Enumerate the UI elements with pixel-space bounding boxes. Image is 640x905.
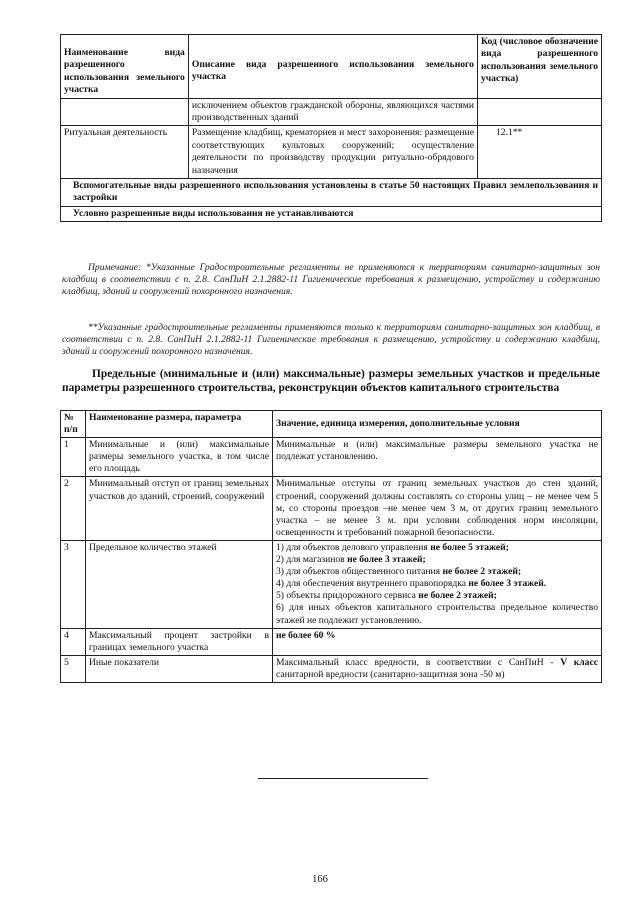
item-text: 6) для иных объектов капитального строительства предельное количество этажей не подлежит установлению. [276, 602, 598, 626]
note-1: Примечание: *Указанные Градостроительные регламенты не применяются к территориям санитарно-защитных зон кладбищ в соответствии с п. 2.8. СанПиН 2.1.2882-11 Гигиенические требования к размещению, устройству и содержанию кладбищ, зданий и сооружений похоронного назначения. [62, 262, 600, 298]
row-name-text: Иные показатели [89, 656, 160, 668]
table-row [61, 98, 602, 126]
header-text: Описание вида разрешенного использования земельного участка [191, 59, 474, 83]
floor-limit-item [276, 590, 598, 602]
row-num-text: 4 [64, 629, 69, 641]
row-value [273, 438, 602, 477]
row-name-text: Минимальный отступ от границ земельных участков до зданий, строений, сооружений [89, 478, 269, 502]
row-num [61, 477, 86, 540]
item-text: 2) для магазинов [276, 554, 348, 566]
row-num [61, 655, 86, 682]
footnote-separator [258, 778, 428, 779]
row-num [61, 540, 86, 628]
table-cell [188, 98, 477, 126]
table-cell [477, 126, 601, 179]
page-number: 166 [312, 874, 328, 885]
note-2: **Указанные градостроительные регламенты применяются только к территориям санитарно-защитных зон кладбищ, в соответствии с п. 2.8. СанПиН 2.1.2882-11 Гигиенические требования к размещению, устройству и содержанию кладбищ, зданий и сооружений похоронного назначения. [62, 322, 600, 358]
item-bold: не более 3 этажей. [468, 578, 547, 590]
table-row [61, 206, 602, 221]
item-bold: не более 3 этажей; [347, 554, 426, 566]
row-num [61, 628, 86, 655]
table-row [61, 179, 602, 207]
header-text: Код (числовое обозначение вида разрешенного использования земельного участка) [480, 36, 598, 85]
header-cell-description [188, 35, 477, 99]
header-text: Наименование размера, параметра [89, 412, 242, 423]
permitted-uses-table [60, 34, 602, 222]
header-text: № п/п [64, 412, 78, 436]
table-cell [188, 126, 477, 179]
row-value-tail: санитарной вредности (санитарно-защитная зона -50 м) [276, 668, 505, 680]
table-row [61, 126, 602, 179]
continued-description: исключением объектов гражданской обороны, являющихся частями производственных зданий [191, 99, 474, 124]
table-row [61, 540, 602, 628]
header-cell-value [273, 411, 602, 438]
row-value [273, 655, 602, 682]
table-row [61, 477, 602, 540]
header-cell-num [61, 411, 86, 438]
table-row [61, 655, 602, 682]
row-value-text: Минимальные и (или) максимальные размеры земельного участка не подлежат установлению. [276, 439, 598, 463]
item-bold: не более 5 этажей; [430, 541, 509, 553]
parameters-table [60, 410, 602, 683]
row-value-text: Максимальный класс вредности, в соответствии с СанПиН - [276, 656, 561, 668]
row-num-text: 1 [64, 439, 69, 451]
conditional-uses-cell [61, 206, 602, 221]
table-header-row [61, 411, 602, 438]
item-bold: не более 2 этажей; [442, 566, 522, 578]
item-text: 1) для объектов делового управления [276, 541, 431, 553]
item-text: 3) для объектов общественного питания [276, 566, 443, 578]
row-name [86, 477, 273, 540]
row-value [273, 477, 602, 540]
header-cell-name [86, 411, 273, 438]
floor-limit-item [276, 542, 598, 554]
use-code: 12.1** [495, 127, 523, 139]
use-name: Ритуальная деятельность [64, 127, 168, 139]
header-cell-code [477, 35, 601, 99]
row-value-text: не более 60 % [276, 629, 336, 641]
row-name-text: Предельное количество этажей [89, 541, 217, 553]
row-name [86, 540, 273, 628]
use-description: Размещение кладбищ, крематориев и мест захоронения: размещение соответствующих культовых сооружений; осуществление деятельности по производству продукции ритуально-обрядового назначения [191, 127, 474, 176]
row-num-text: 3 [64, 541, 69, 553]
row-name [86, 438, 273, 477]
table-row [61, 438, 602, 477]
auxiliary-uses-cell [61, 179, 602, 207]
row-value [273, 628, 602, 655]
floor-limit-item [276, 602, 598, 626]
table-cell [61, 126, 189, 179]
floor-limit-item [276, 554, 598, 566]
row-name-text: Минимальные и (или) максимальные размеры земельного участка, в том числе его площадь [89, 439, 269, 475]
table-cell [477, 98, 601, 126]
row-num-text: 2 [64, 478, 69, 490]
row-value-text: Минимальные отступы от границ земельных участков до стен зданий, строений, сооружений должны составлять со стороны улиц – не менее чем 5 м, со стороны проездов –не менее чем 3 м, от других границ земельного участка – не менее 3 м. при условии соблюдения норм инсоляции, освещенности и требований пожарной безопасности. [276, 478, 598, 538]
item-text: 4) для обеспечения внутреннего правопорядка [276, 578, 469, 590]
floor-limit-item [276, 578, 598, 590]
conditional-uses-text: Условно разрешенные виды использования не устанавливаются [73, 207, 354, 219]
header-text: Значение, единица измерения, дополнительные условия [276, 418, 520, 430]
row-num-text: 5 [64, 656, 69, 668]
row-name-text: Максимальный процент застройки в границах земельного участка [89, 629, 269, 653]
table-row [61, 628, 602, 655]
row-name [86, 628, 273, 655]
floor-limit-item [276, 566, 598, 578]
section-heading: Предельные (минимальные и (или) максимальные) размеры земельных участков и предельные параметры разрешенного строительства, реконструкции объектов капитального строительства [62, 368, 600, 394]
header-cell-use-name [61, 35, 189, 99]
table-cell [61, 98, 189, 126]
row-value [273, 540, 602, 628]
row-num [61, 438, 86, 477]
header-text: Наименование вида разрешенного использования земельного участка [64, 47, 185, 96]
table-header-row [61, 35, 602, 99]
row-name [86, 655, 273, 682]
auxiliary-uses-text: Вспомогательные виды разрешенного использования установлены в статье 50 настоящих Правил землепользования и застройки [73, 180, 598, 204]
item-bold: не более 2 этажей; [418, 590, 497, 602]
row-value-bold: V класс [560, 656, 598, 668]
item-text: 5) объекты придорожного сервиса [276, 590, 419, 602]
